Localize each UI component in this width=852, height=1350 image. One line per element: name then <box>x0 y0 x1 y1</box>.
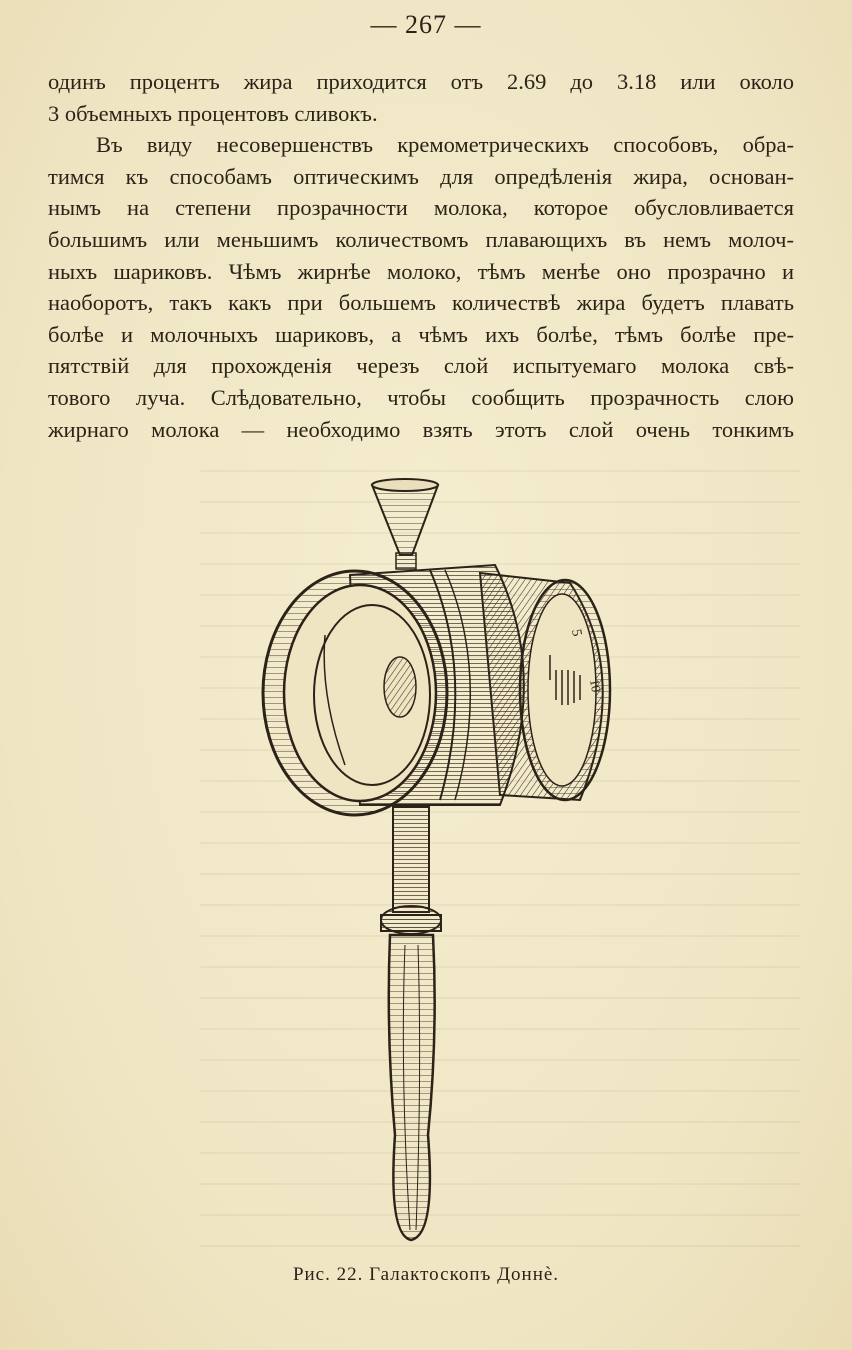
figure-caption: Рис. 22. Галактоскопъ Доннѐ. <box>292 1264 560 1285</box>
scale-label: 10 <box>587 677 605 694</box>
text-line: тового луча. Слѣдовательно, чтобы сообщить прозрачность слою <box>48 384 794 410</box>
text-line: болѣе и молочныхъ шариковъ, а чѣмъ ихъ болѣе, тѣмъ болѣе пре- <box>48 321 794 347</box>
text-line: нымъ на степени прозрачности молока, которое обусловливается <box>48 195 794 221</box>
eyepiece-ring <box>263 571 447 815</box>
text-line: Въ виду несовершенствъ кремометрическихъ способовъ, обра- <box>96 132 794 158</box>
text-line: жирнаго молока — необходимо взять этотъ слой очень тонкимъ <box>48 416 794 442</box>
text-line: 3 объемныхъ процентовъ сливокъ. <box>48 100 378 126</box>
text-line: пятствій для прохожденія черезъ слой испытуемаго молока свѣ- <box>48 353 794 379</box>
text-line: наоборотъ, такъ какъ при большемъ количествѣ жира будетъ плавать <box>48 290 794 316</box>
page-number: — 267 — <box>370 10 482 39</box>
text-line: ныхъ шариковъ. Чѣмъ жирнѣе молоко, тѣмъ менѣе оно прозрачно и <box>48 258 794 284</box>
text-line: тимся къ способамъ оптическимъ для опредѣленія жира, основан- <box>48 163 794 189</box>
text-line: одинъ процентъ жира приходится отъ 2.69 до 3.18 или около <box>48 69 794 94</box>
body-text <box>48 66 794 445</box>
galactoscope-illustration <box>250 475 640 1250</box>
text-line: большимъ или меньшимъ количествомъ плавающихъ въ немъ молоч- <box>48 226 794 252</box>
scale-label: 5 <box>568 628 585 638</box>
wooden-handle <box>389 935 435 1240</box>
top-knob <box>372 479 438 569</box>
handle-neck <box>381 807 441 934</box>
